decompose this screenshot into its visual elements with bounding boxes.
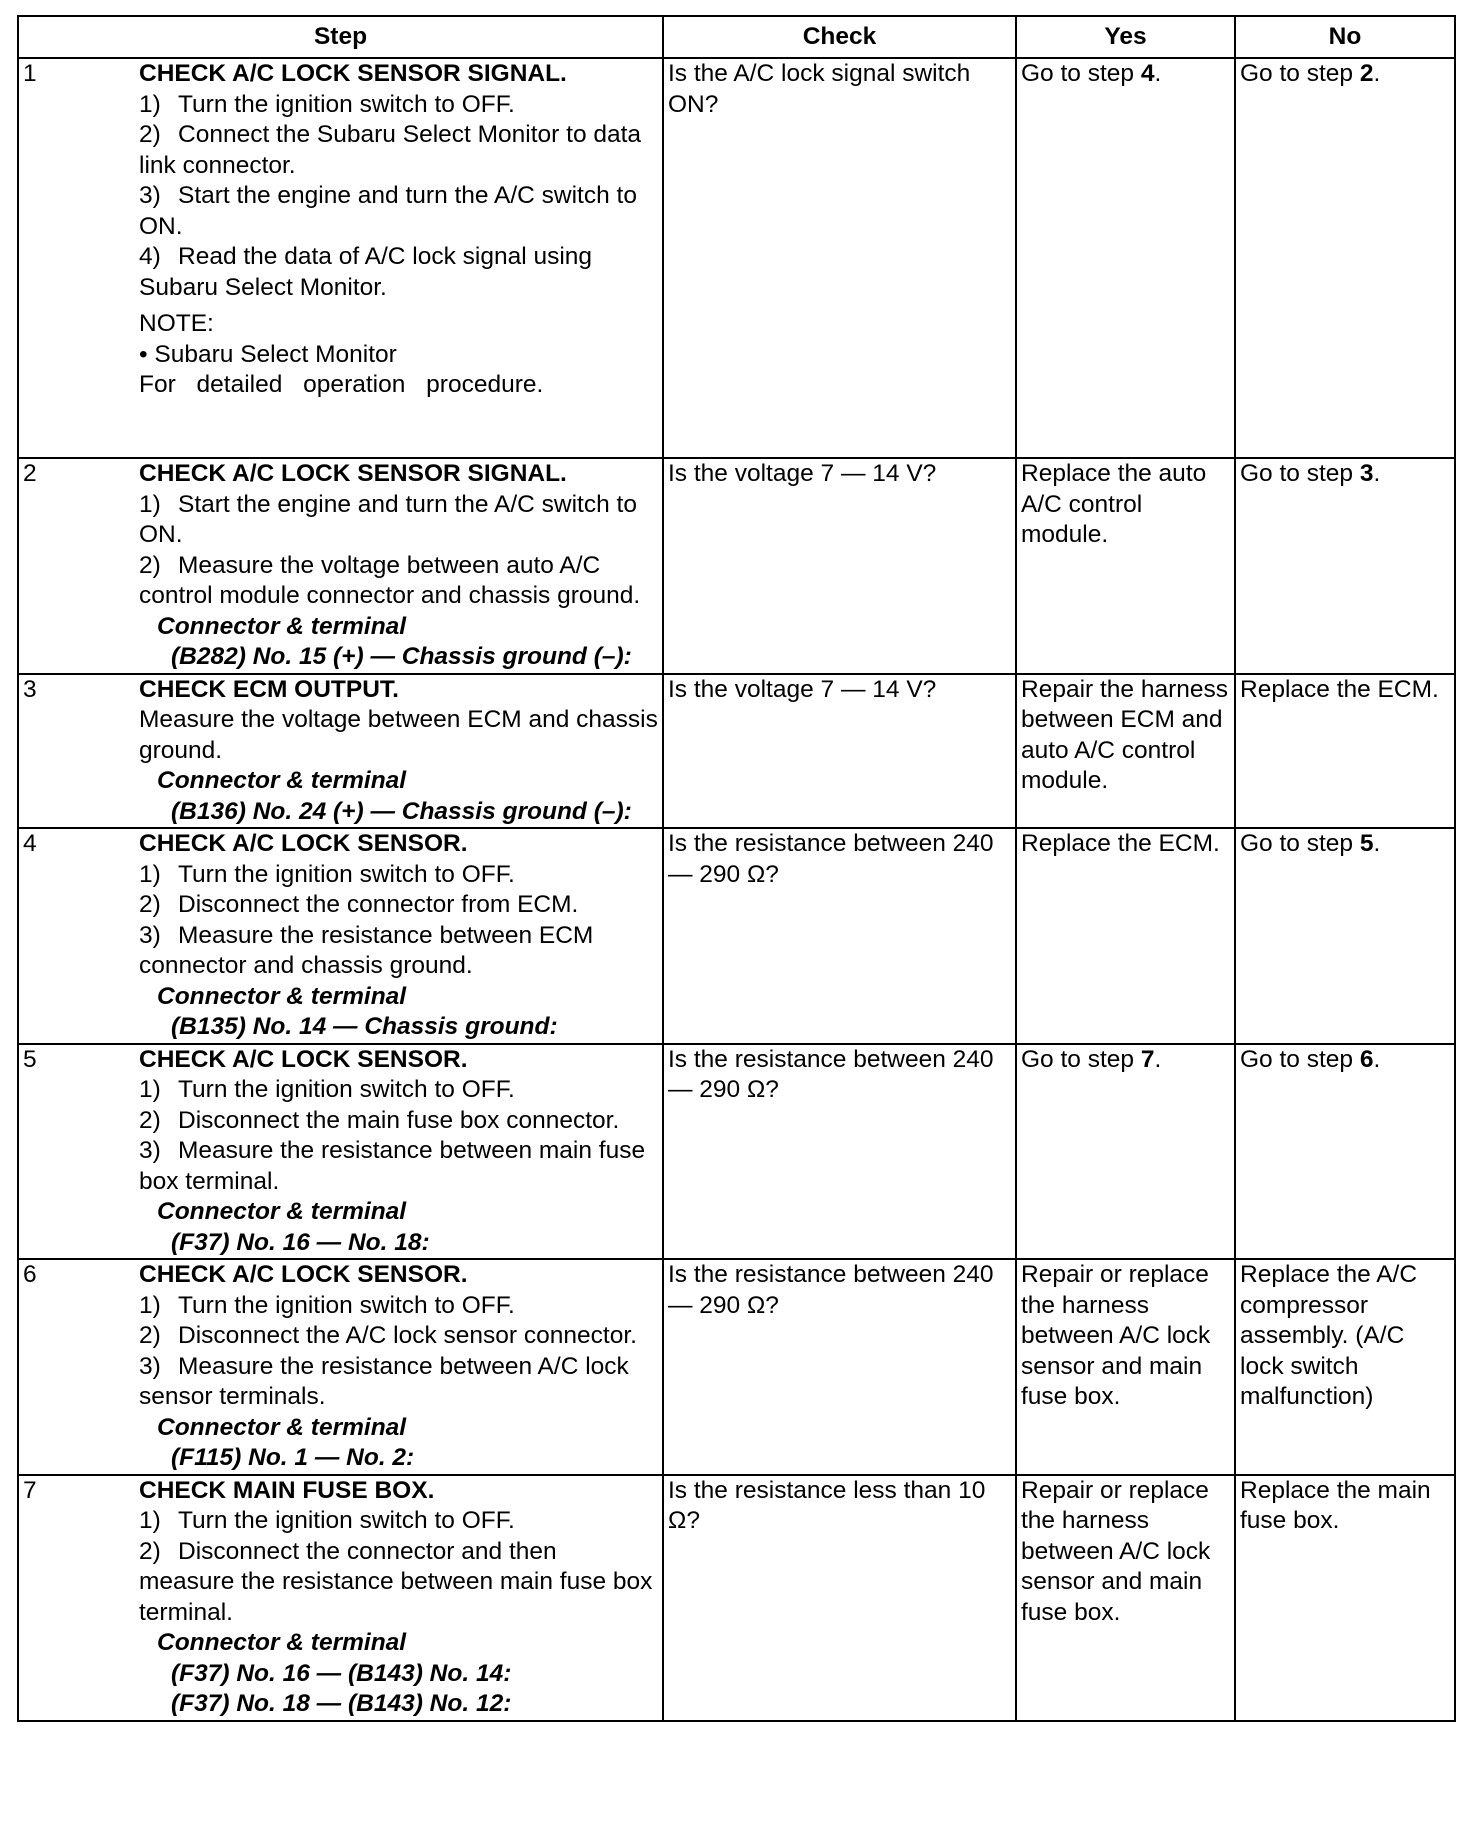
no-step-number: 2 <box>1359 60 1374 87</box>
step-number: 1 <box>23 60 37 87</box>
instruction-number: 4) <box>139 243 161 270</box>
step-cell <box>18 1044 663 1260</box>
yes-step-number: 7 <box>1140 1045 1155 1073</box>
no-text: Go to step <box>1240 60 1360 87</box>
connector-terminal: (B136) No. 24 (+) — Chassis ground (–): <box>171 797 632 825</box>
instruction-number: 1) <box>139 90 161 118</box>
yes-suffix: . <box>1154 60 1162 87</box>
no-cell <box>1235 458 1455 674</box>
table-row <box>18 1475 1455 1721</box>
step-number: 4 <box>23 830 37 857</box>
no-cell <box>1235 1044 1455 1260</box>
instruction <box>139 921 658 982</box>
instruction-text: Measure the resistance between ECM connector and chassis ground. <box>139 921 594 979</box>
yes-text: Repair or replace the harness between A/C lock sensor and main fuse box. <box>1021 1476 1211 1626</box>
step-body <box>139 1045 658 1259</box>
step-body <box>139 1260 658 1474</box>
yes-text: Go to step <box>1021 1045 1141 1073</box>
step-title: CHECK A/C LOCK SENSOR. <box>139 1045 468 1073</box>
table-row <box>18 674 1455 829</box>
yes-cell <box>1016 1044 1235 1260</box>
instruction-number: 3) <box>139 1352 161 1380</box>
connector-terminal: (F37) No. 16 — No. 18: <box>171 1228 430 1256</box>
instruction-text: Disconnect the connector from ECM. <box>178 891 579 918</box>
instruction <box>139 860 658 891</box>
step-title: CHECK MAIN FUSE BOX. <box>139 1476 435 1504</box>
yes-cell <box>1016 58 1235 458</box>
instruction <box>139 1537 658 1629</box>
instruction <box>139 1075 658 1106</box>
check-cell: Is the resistance between 240 — 290 Ω? <box>663 1044 1016 1260</box>
step-body <box>139 459 658 673</box>
connector-heading: Connector & terminal <box>157 1629 407 1656</box>
no-step-number: 3 <box>1359 460 1374 487</box>
note-text: For detailed operation procedure. <box>139 371 544 398</box>
instruction-text: Measure the resistance between main fuse box terminal. <box>139 1137 646 1195</box>
instruction-text: Turn the ignition switch to OFF. <box>178 1291 515 1319</box>
connector-terminal: (B135) No. 14 — Chassis ground: <box>171 1013 558 1040</box>
yes-step-number: 4 <box>1140 60 1155 87</box>
no-text: Go to step <box>1240 830 1360 857</box>
instruction-number: 3) <box>139 1137 161 1164</box>
instruction-text: Disconnect the main fuse box connector. <box>178 1106 620 1134</box>
instruction-text: Measure the voltage between auto A/C control module connector and chassis ground. <box>139 551 641 609</box>
connector-terminal: (F37) No. 18 — (B143) No. 12: <box>171 1690 512 1717</box>
connector-heading: Connector & terminal <box>157 982 407 1010</box>
step-cell <box>18 828 663 1044</box>
header-check: Check <box>663 16 1016 58</box>
check-cell: Is the voltage 7 — 14 V? <box>663 458 1016 674</box>
instruction-text: Turn the ignition switch to OFF. <box>178 1507 515 1534</box>
step-wrap <box>23 459 658 673</box>
no-cell <box>1235 58 1455 458</box>
instruction-text: Measure the resistance between A/C lock sensor terminals. <box>139 1352 629 1410</box>
yes-cell <box>1016 828 1235 1044</box>
step-title: CHECK ECM OUTPUT. <box>139 675 399 703</box>
yes-suffix: . <box>1154 1045 1162 1073</box>
no-text: Go to step <box>1240 460 1360 487</box>
check-cell: Is the resistance less than 10 Ω? <box>663 1475 1016 1721</box>
step-cell <box>18 458 663 674</box>
no-suffix: . <box>1373 460 1381 487</box>
table-row <box>18 458 1455 674</box>
no-cell <box>1235 674 1455 829</box>
instruction-number: 2) <box>139 1322 161 1349</box>
check-cell: Is the A/C lock signal switch ON? <box>663 58 1016 458</box>
yes-text: Repair the harness between ECM and auto A/C control module. <box>1021 675 1229 794</box>
step-wrap <box>23 59 658 401</box>
no-cell <box>1235 828 1455 1044</box>
table-body <box>18 58 1455 1721</box>
instruction <box>139 120 658 181</box>
connector-heading: Connector & terminal <box>157 767 407 794</box>
no-cell <box>1235 1475 1455 1721</box>
connector-terminal: (F115) No. 1 — No. 2: <box>171 1444 415 1471</box>
step-body <box>139 675 658 828</box>
no-suffix: . <box>1373 830 1381 857</box>
yes-cell <box>1016 458 1235 674</box>
instruction-text: Start the engine and turn the A/C switch to ON. <box>139 182 637 240</box>
step-number: 3 <box>23 675 37 703</box>
check-cell: Is the voltage 7 — 14 V? <box>663 674 1016 829</box>
table-row <box>18 1044 1455 1260</box>
connector-heading: Connector & terminal <box>157 1413 407 1441</box>
no-suffix: . <box>1373 60 1381 87</box>
instruction <box>139 181 658 242</box>
instruction-number: 3) <box>139 921 161 949</box>
instruction-number: 2) <box>139 551 161 579</box>
step-title: CHECK A/C LOCK SENSOR. <box>139 1261 468 1288</box>
instruction <box>139 1136 658 1197</box>
instruction <box>139 90 658 121</box>
instruction-number: 1) <box>139 1076 161 1103</box>
header-yes: Yes <box>1016 16 1235 58</box>
step-title: CHECK A/C LOCK SENSOR SIGNAL. <box>139 60 567 87</box>
instruction <box>139 1106 658 1137</box>
step-cell <box>18 58 663 458</box>
instruction-number: 1) <box>139 490 161 518</box>
step-cell <box>18 1475 663 1721</box>
instruction-number: 3) <box>139 182 161 209</box>
step-wrap <box>23 1476 658 1720</box>
instruction-text: Turn the ignition switch to OFF. <box>178 90 515 118</box>
instruction-number: 1) <box>139 1507 161 1534</box>
instruction-number: 2) <box>139 1537 161 1565</box>
header-no: No <box>1235 16 1455 58</box>
step-wrap <box>23 829 658 1043</box>
step-title: CHECK A/C LOCK SENSOR. <box>139 830 468 857</box>
check-cell: Is the resistance between 240 — 290 Ω? <box>663 1259 1016 1475</box>
yes-cell <box>1016 1259 1235 1475</box>
connector-heading: Connector & terminal <box>157 612 407 640</box>
no-text: Replace the ECM. <box>1240 675 1439 703</box>
instruction-text: Connect the Subaru Select Monitor to data link connector. <box>139 121 642 179</box>
yes-text: Replace the ECM. <box>1021 830 1220 857</box>
step-title: CHECK A/C LOCK SENSOR SIGNAL. <box>139 460 567 487</box>
connector-terminal: (B282) No. 15 (+) — Chassis ground (–): <box>171 643 632 670</box>
table-row <box>18 58 1455 458</box>
instruction-text: Turn the ignition switch to OFF. <box>178 1076 515 1103</box>
instruction-text: Start the engine and turn the A/C switch to ON. <box>139 490 637 548</box>
no-cell <box>1235 1259 1455 1475</box>
step-body <box>139 829 658 1043</box>
instruction <box>139 1291 658 1322</box>
yes-cell <box>1016 674 1235 829</box>
connector-heading: Connector & terminal <box>157 1198 407 1225</box>
table-row <box>18 1259 1455 1475</box>
instruction-number: 2) <box>139 121 161 148</box>
instruction <box>139 1321 658 1352</box>
step-wrap <box>23 675 658 828</box>
no-suffix: . <box>1373 1045 1381 1073</box>
step-cell <box>18 1259 663 1475</box>
instruction-text: Read the data of A/C lock signal using Subaru Select Monitor. <box>139 243 593 301</box>
instruction-number: 1) <box>139 1291 161 1319</box>
step-number: 6 <box>23 1261 37 1288</box>
instruction-text: Disconnect the A/C lock sensor connector. <box>178 1322 637 1349</box>
diagnostic-steps-table <box>17 15 1456 1722</box>
instruction-number: 2) <box>139 1106 161 1134</box>
instruction <box>139 551 658 612</box>
step-wrap <box>23 1045 658 1259</box>
step-body <box>139 1476 658 1720</box>
instruction-number: 2) <box>139 891 161 918</box>
instruction <box>139 242 658 303</box>
no-text: Replace the A/C compressor assembly. (A/C lock switch malfunction) <box>1240 1261 1418 1410</box>
table-header-row <box>18 16 1455 58</box>
step-number: 7 <box>23 1476 37 1504</box>
no-step-number: 6 <box>1359 1045 1374 1073</box>
note-label: NOTE: <box>139 310 214 337</box>
yes-text: Replace the auto A/C control module. <box>1021 460 1207 548</box>
yes-text: Go to step <box>1021 60 1141 87</box>
instruction <box>139 1352 658 1413</box>
step-number: 5 <box>23 1045 37 1073</box>
step-body <box>139 59 658 401</box>
no-step-number: 5 <box>1359 830 1374 857</box>
instruction <box>139 1506 658 1537</box>
yes-cell <box>1016 1475 1235 1721</box>
instruction-text: Disconnect the connector and then measure the resistance between main fuse box terminal. <box>139 1537 653 1626</box>
step-wrap <box>23 1260 658 1474</box>
no-text: Replace the main fuse box. <box>1240 1476 1431 1534</box>
check-cell: Is the resistance between 240 — 290 Ω? <box>663 828 1016 1044</box>
instruction <box>139 890 658 921</box>
instruction-text: Turn the ignition switch to OFF. <box>178 860 515 888</box>
step-text: Measure the voltage between ECM and chassis ground. <box>139 706 658 764</box>
step-cell <box>18 674 663 829</box>
note-bullet: • Subaru Select Monitor <box>139 340 397 368</box>
header-step: Step <box>18 16 663 58</box>
step-number: 2 <box>23 460 37 487</box>
yes-text: Repair or replace the harness between A/C lock sensor and main fuse box. <box>1021 1261 1211 1410</box>
connector-terminal: (F37) No. 16 — (B143) No. 14: <box>171 1659 512 1687</box>
instruction <box>139 490 658 551</box>
instruction-number: 1) <box>139 860 161 888</box>
no-text: Go to step <box>1240 1045 1360 1073</box>
table-row <box>18 828 1455 1044</box>
